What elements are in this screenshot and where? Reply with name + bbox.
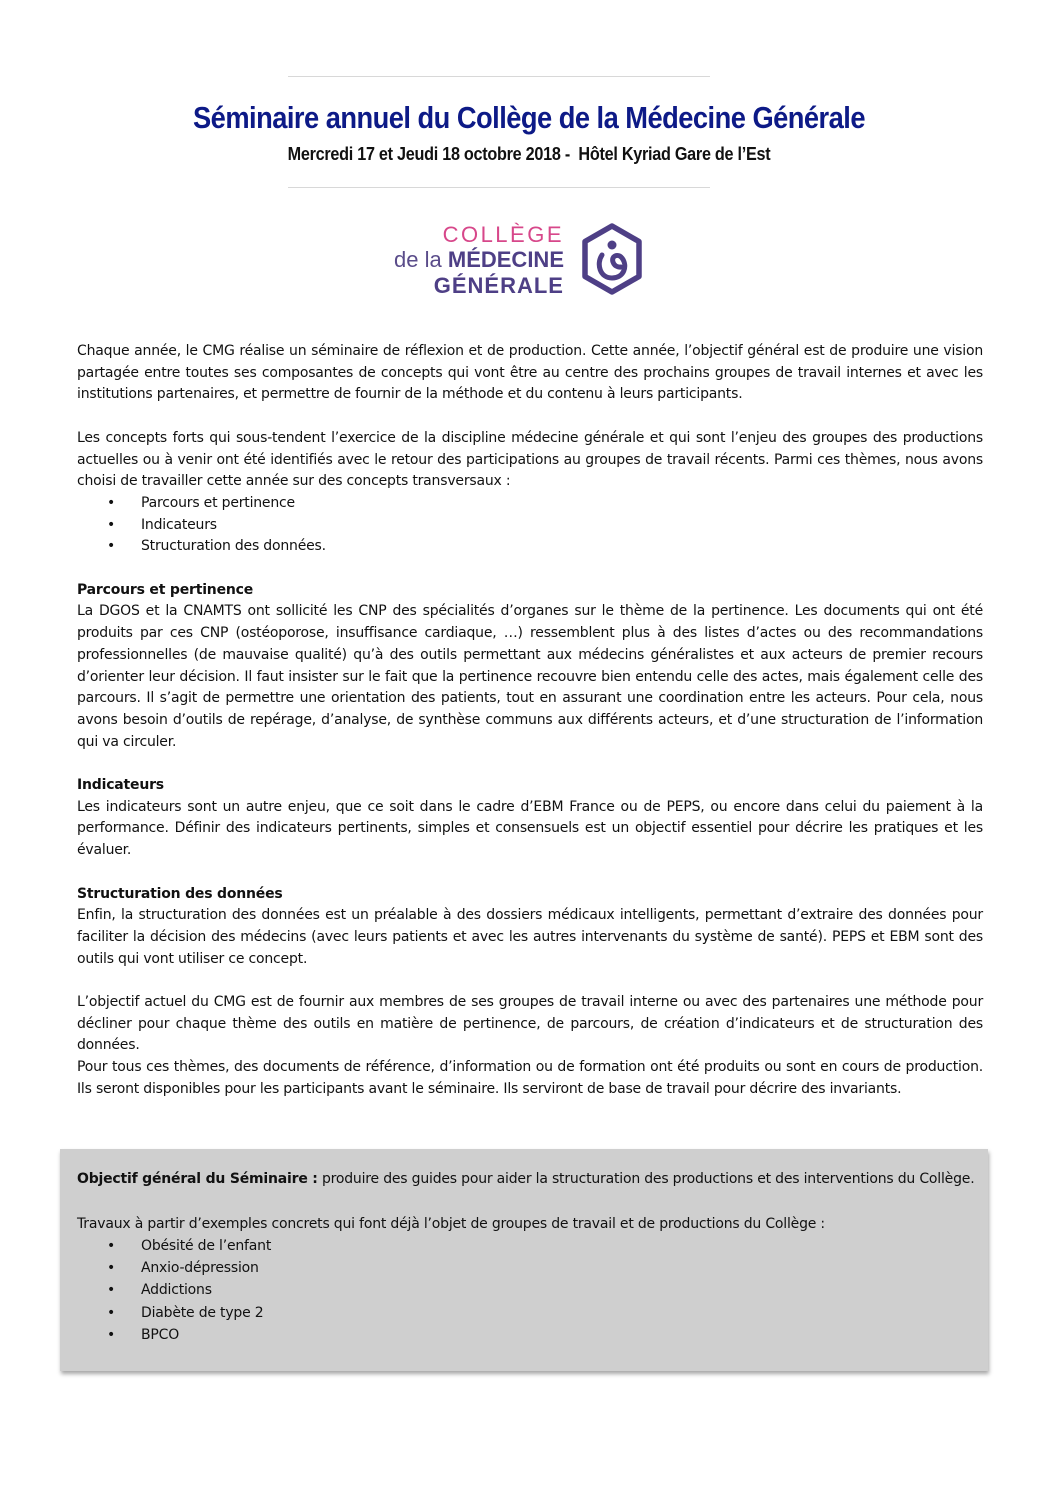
document-body xyxy=(77,341,983,1101)
themes-list xyxy=(77,493,983,558)
closing-paragraph-2: Pour tous ces thèmes, des documents de référence, d’information ou de formation ont été produits ou sont en cours de production. Ils seront disponibles pour les participants avant le séminaire. Ils serviront de base de travail pour décrire des invariants. xyxy=(77,1059,983,1097)
logo-line-college: COLLÈGE xyxy=(442,222,564,247)
section-body-indicateurs: Les indicateurs sont un autre enjeu, que ce soit dans le cadre d’EBM France ou de PEPS, ou encore dans celui du paiement à la performance. Définir des indicateurs pertinents, simples et consensuels est un objectif essentiel pour décrire les pratiques et les évaluer. xyxy=(77,798,983,859)
list-item: • Obésité de l’enfant xyxy=(77,1235,983,1257)
logo-line-bold: MÉDECINE xyxy=(447,247,564,272)
section-heading-parcours: Parcours et pertinence xyxy=(77,581,254,598)
logo-line-medecine xyxy=(394,247,564,273)
top-divider xyxy=(288,76,710,77)
hexagon-person-icon xyxy=(580,222,644,296)
objective-text: produire des guides pour aider la structuration des productions et des interventions du Collège. xyxy=(317,1171,975,1187)
examples-intro: Travaux à partir d’exemples concrets qui font déjà l’objet de groupes de travail et de productions du Collège : xyxy=(77,1215,825,1232)
intro-paragraph-2: Les concepts forts qui sous-tendent l’exercice de la discipline médecine générale et qui sont l’enjeu des groupes des productions actuelles ou à venir ont été identifiés avec le retour des participations au groupes de travail récents. Parmi ces thèmes, nous avons choisi de travailler cette année sur des concepts transversaux : xyxy=(77,429,983,490)
section-heading-indicateurs: Indicateurs xyxy=(77,777,164,794)
logo-line-prefix: de la xyxy=(394,247,448,272)
list-item: • Structuration des données. xyxy=(77,536,983,558)
examples-list xyxy=(77,1235,983,1346)
college-logo xyxy=(392,222,652,302)
list-item: • Diabète de type 2 xyxy=(77,1302,983,1324)
page-title: Séminaire annuel du Collège de la Médecine Générale xyxy=(193,100,865,135)
list-item: • Anxio-dépression xyxy=(77,1257,983,1279)
bottom-divider xyxy=(288,187,710,188)
objective-label: Objectif général du Séminaire : xyxy=(77,1171,318,1187)
section-heading-structuration: Structuration des données xyxy=(77,885,283,902)
list-item: • Indicateurs xyxy=(77,515,983,537)
closing-paragraph-1: L’objectif actuel du CMG est de fournir aux membres de ses groupes de travail interne ou avec des partenaires une méthode pour décliner pour chaque thème des outils en matière de pertinence, de parcours, de création d’indicateurs et de structuration des données. xyxy=(77,994,983,1054)
logo-line-generale: GÉNÉRALE xyxy=(433,273,564,298)
objective-paragraph xyxy=(77,1168,983,1190)
list-item: • Addictions xyxy=(77,1279,983,1301)
objective-box xyxy=(60,1149,988,1371)
section-body-structuration: Enfin, la structuration des données est un préalable à des dossiers médicaux intelligents, permettant d’extraire des données pour faciliter la décision des médecins (avec leurs patients et avec les autres intervenants du système de santé). PEPS et EBM sont des outils qui vont utiliser ce concept. xyxy=(77,907,983,967)
list-item: • BPCO xyxy=(77,1324,983,1346)
intro-paragraph-1: Chaque année, le CMG réalise un séminaire de réflexion et de production. Cette année, l’objectif général est de produire une vision partagée entre toutes ses composantes de concepts qui vont être au centre des prochains groupes de travail internes et avec les institutions partenaires, et permettre de fournir de la méthode et du contenu à leurs participants. xyxy=(77,343,983,403)
section-body-parcours: La DGOS et la CNAMTS ont sollicité les CNP des spécialités d’organes sur le thème de la pertinence. Les documents qui ont été produits par ces CNP (ostéoporose, insuffisance cardiaque, …) ressemblent plus à des listes d’actes ou des recommandations professionnelles (de mauvaise qualité) qu’à des outils permettant aux médecins généralistes et aux acteurs de premier recours d’orienter leur décision. Il faut insister sur le fait que la pertinence recouvre bien entendu celle des actes, mais également celle des parcours. Il s’agit de permettre une orientation des patients, tout en assurant une coordination entre les acteurs. Pour cela, nous avons besoin d’outils de repérage, d’analyse, de synthèse communs aux différents acteurs, et d’une structuration de l’information qui va circuler. xyxy=(77,603,983,750)
event-date-location: Mercredi 17 et Jeudi 18 octobre 2018 - Hôtel Kyriad Gare de l’Est xyxy=(287,144,771,164)
list-item: • Parcours et pertinence xyxy=(77,493,983,515)
